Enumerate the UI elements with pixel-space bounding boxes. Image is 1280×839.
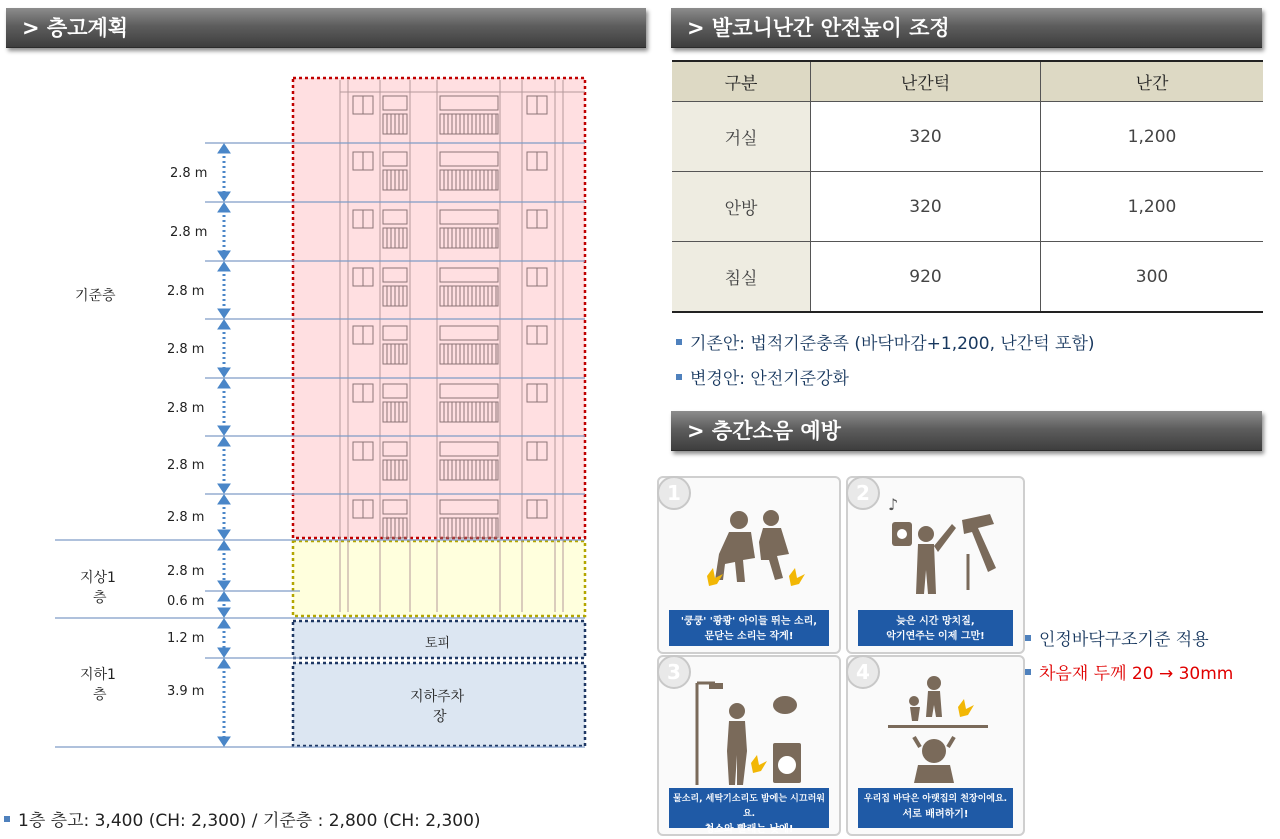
height-arrow [218, 541, 230, 590]
svg-text:♪: ♪ [888, 495, 899, 514]
height-arrow [218, 320, 230, 377]
noise-note-2 [1025, 659, 1233, 684]
hammer-icon [878, 494, 1008, 604]
caption-line-1: 늦은 시간 망치질, [896, 616, 975, 627]
noise-panel-4 [846, 655, 1025, 836]
shower-washer-icon [687, 675, 817, 790]
caption-line-2: 서로 배려하기! [902, 809, 969, 820]
bullet-square [1025, 635, 1031, 641]
table-cell: 920 [811, 242, 1041, 313]
height-label-standard-6: 2.8 m [167, 458, 205, 473]
panel-caption [669, 788, 829, 835]
zone-label-ground-1: 지상1 [80, 570, 116, 586]
height-label-standard-5: 2.8 m [167, 401, 205, 416]
height-arrow [218, 495, 230, 539]
height-label-standard-4: 2.8 m [167, 342, 205, 357]
panel-number: 1 [657, 476, 691, 510]
bullet-square [676, 374, 682, 380]
panel-caption [669, 610, 829, 646]
height-arrow [218, 262, 230, 318]
section-header-floor-height: > 층고계획 [6, 8, 646, 48]
section-header-noise: > 층간소음 예방 [671, 411, 1262, 451]
table-cell: 1,200 [1041, 102, 1264, 172]
panel-number: 4 [846, 655, 880, 689]
height-arrows [218, 144, 230, 746]
caption-line-2: 문닫는 소리는 작게! [704, 631, 794, 642]
table-header-row [672, 61, 1263, 102]
zone-label-ground-2: 층 [93, 590, 107, 606]
ground-floor-zone [293, 541, 585, 616]
section-header-railing: > 발코니난간 안전높이 조정 [671, 8, 1262, 48]
height-label-basement-1: 1.2 m [167, 631, 205, 646]
table-row [672, 242, 1263, 313]
floor-height-note [4, 806, 481, 831]
zone-label-standard: 기준층 [75, 288, 116, 304]
noise-panel-3 [657, 655, 841, 836]
height-arrow [218, 592, 230, 617]
height-label-basement-2: 3.9 m [167, 684, 205, 699]
table-cell: 320 [811, 102, 1041, 172]
standard-floor-zone [293, 78, 585, 538]
bullet-square [4, 816, 10, 822]
bullet-square [676, 339, 682, 345]
panel-caption [858, 788, 1013, 828]
height-label-ground-1: 2.8 m [167, 564, 205, 579]
height-arrow [218, 437, 230, 493]
zone-label-basement-1: 지하1 [80, 667, 116, 683]
table-cell: 침실 [672, 242, 811, 313]
panel-number: 3 [657, 655, 691, 689]
floor-height-diagram [0, 60, 650, 760]
railing-note-1 [676, 329, 1095, 354]
caption-line-1: 우리집 바닥은 아랫집의 천장이에요. [863, 794, 1008, 804]
table-header-railing: 난간 [1041, 61, 1264, 102]
table-row [672, 172, 1263, 242]
height-label-standard-7: 2.8 m [167, 510, 205, 525]
railing-height-table [672, 60, 1263, 313]
railing-note-2 [676, 364, 849, 389]
kids-jumping-icon [699, 498, 809, 598]
caption-line-2: 청소와 빨래는 낮에! [704, 824, 794, 835]
height-arrow [218, 619, 230, 657]
parking-label-2: 장 [433, 709, 447, 725]
noise-panel-2 [846, 476, 1025, 654]
height-arrow [218, 203, 230, 260]
table-cell: 거실 [672, 102, 811, 172]
caption-line-1: '쿵쿵' '쾅쾅' 아이들 뛰는 소리, [680, 616, 818, 627]
bullet-square [1025, 669, 1031, 675]
topi-label: 토피 [425, 636, 451, 651]
height-label-standard-1: 2.8 m [170, 166, 208, 181]
height-label-standard-2: 2.8 m [170, 225, 208, 240]
parking-label-1: 지하주차 [410, 689, 465, 705]
panel-number: 2 [846, 476, 880, 510]
caption-line-2: 악기연주는 이제 그만! [886, 631, 985, 642]
height-arrow [218, 659, 230, 746]
height-label-ground-2: 0.6 m [167, 594, 205, 609]
table-cell: 320 [811, 172, 1041, 242]
noise-note-1 [1025, 625, 1209, 650]
table-cell: 1,200 [1041, 172, 1264, 242]
noise-panel-1 [657, 476, 841, 654]
zone-label-basement-2: 층 [93, 687, 107, 703]
table-cell: 안방 [672, 172, 811, 242]
table-cell: 300 [1041, 242, 1264, 313]
table-row [672, 102, 1263, 172]
table-header-sill: 난간턱 [811, 61, 1041, 102]
caption-line-1: 물소리, 세탁기소리도 밤에는 시끄러워요. [673, 794, 825, 819]
floor-ceiling-icon [878, 671, 998, 786]
height-arrow [218, 144, 230, 201]
height-arrow [218, 379, 230, 435]
railing-note-2-text: 변경안: 안전기준강화 [690, 369, 849, 389]
floor-height-note-text: 1층 층고: 3,400 (CH: 2,300) / 기준층 : 2,800 (CH: 2,300) [18, 811, 481, 831]
height-label-standard-3: 2.8 m [167, 284, 205, 299]
noise-note-1-text: 인정바닥구조기준 적용 [1039, 630, 1209, 650]
railing-note-1-text: 기존안: 법적기준충족 (바닥마감+1,200, 난간턱 포함) [690, 334, 1095, 354]
table-header-category: 구분 [672, 61, 811, 102]
noise-note-2-text: 차음재 두께 20 → 30mm [1039, 664, 1234, 684]
panel-caption [858, 610, 1013, 646]
